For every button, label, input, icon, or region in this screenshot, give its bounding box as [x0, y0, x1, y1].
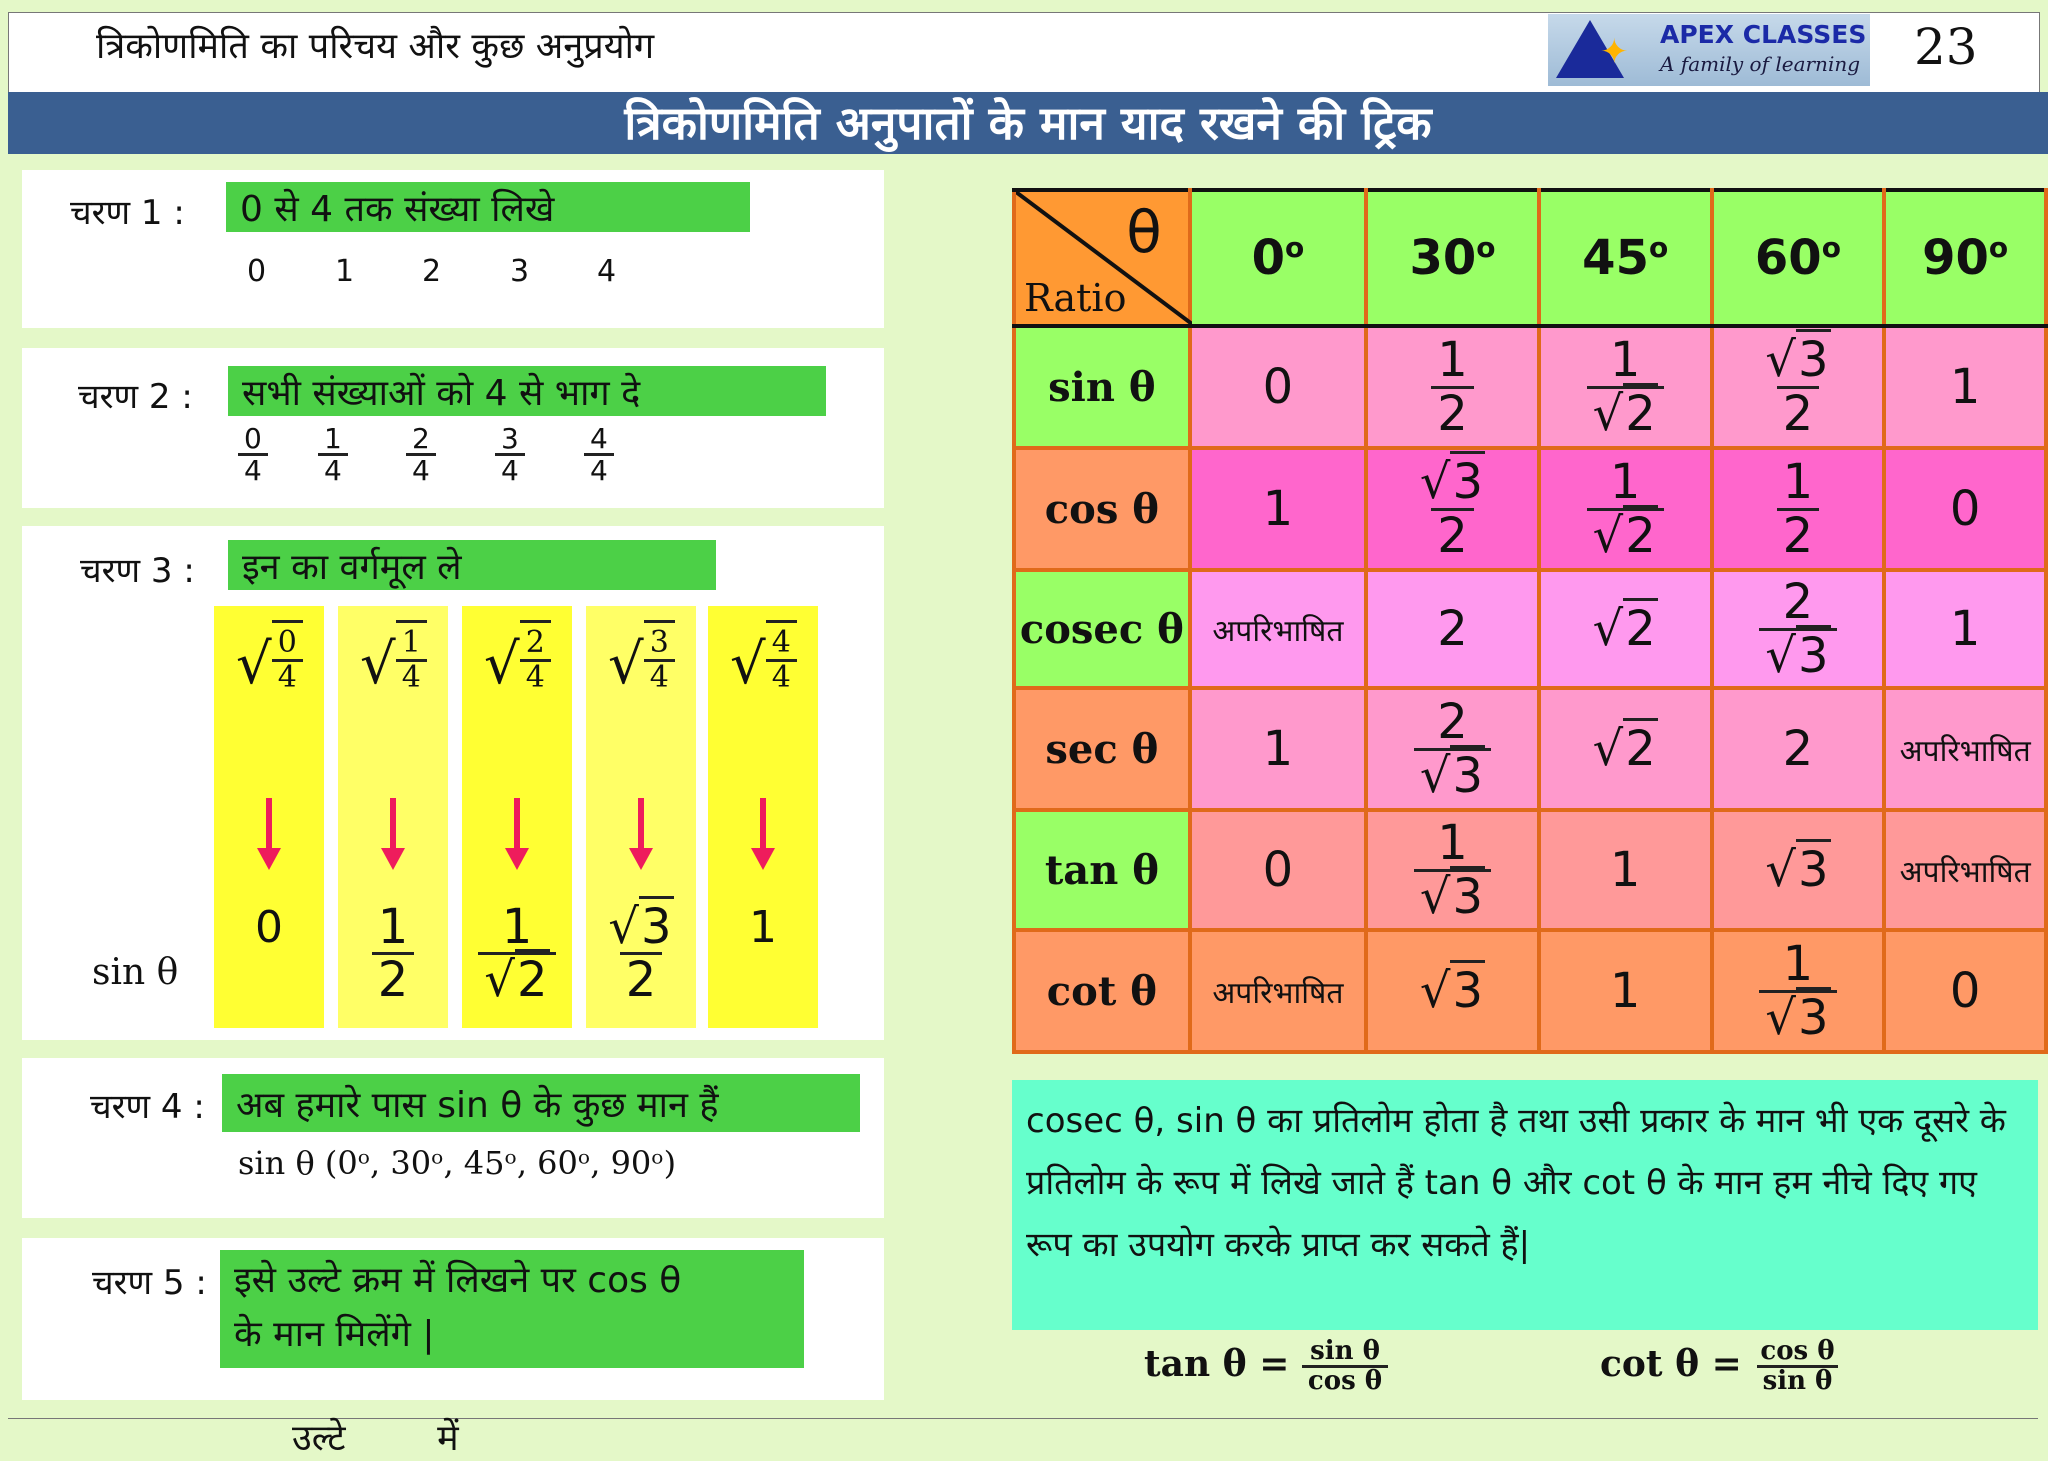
table-row: [1014, 688, 2046, 810]
root-expression: √ $\frac{3}{4}$: [608, 620, 675, 693]
root-column: [708, 606, 818, 1028]
step2-fraction: $\frac{4}{4}$: [584, 424, 614, 486]
sqrt-icon: √: [730, 632, 766, 697]
arrowhead-icon: [257, 848, 281, 870]
fraction: $\frac{√3}{2}$: [1759, 335, 1836, 439]
ratio-value-cell: अपरिभाषित: [1190, 930, 1366, 1052]
ratio-value-cell: अपरिभाषित: [1884, 810, 2046, 930]
ratio-value-cell: 1: [1539, 930, 1712, 1052]
step5-line1: इसे उल्टे क्रम में लिखने पर cos θ: [234, 1260, 682, 1301]
root-expression: √ $\frac{0}{4}$: [236, 620, 303, 693]
fraction: $\frac{1}{2}$: [1777, 457, 1820, 561]
ratio-value-cell: 1: [1190, 688, 1366, 810]
down-arrow-icon: [638, 798, 644, 854]
sqrt-icon: √: [360, 632, 396, 697]
step5-line2: के मान मिलेंगे |: [234, 1314, 435, 1355]
page-title: त्रिकोणमिति अनुपातों के मान याद रखने की ट्रिक: [624, 96, 1432, 150]
step1-number: 0: [247, 254, 267, 289]
ratio-value-cell: [1712, 448, 1885, 570]
table-header-row: [1014, 190, 2046, 326]
table-row: [1014, 570, 2046, 688]
angle-header: 0$^o$: [1190, 190, 1366, 326]
ratio-value-cell: [1712, 930, 1885, 1052]
fraction: $\frac{1}{2}$: [372, 902, 415, 1006]
title-banner: [8, 92, 2048, 154]
logo-star-icon: ✦: [1600, 32, 1629, 72]
step4-instruction: अब हमारे पास sin θ के कुछ मान हैं: [222, 1074, 860, 1132]
table-row: [1014, 810, 2046, 930]
root-column: [338, 606, 448, 1028]
step2-instruction: सभी संख्याओं को 4 से भाग दे: [228, 366, 826, 416]
fraction: $\frac{1}{√2}$: [478, 902, 555, 1006]
ratio-name-cell: tan θ: [1014, 810, 1190, 930]
cot-formula: [1600, 1338, 1841, 1396]
step2-label: चरण 2 :: [78, 377, 193, 417]
step3-label: चरण 3 :: [80, 551, 195, 591]
table-corner-cell: [1014, 190, 1190, 326]
root-result: [338, 899, 448, 1009]
cot-formula-fraction: $\frac{\text{cos θ}}{\text{sin θ}}$: [1754, 1338, 1840, 1396]
fraction: $\frac{1}{√2}$: [1587, 457, 1664, 561]
down-arrow-icon: [760, 798, 766, 854]
corner-theta: θ: [1126, 198, 1162, 266]
step1-label: चरण 1 :: [70, 193, 185, 233]
table-row: [1014, 448, 2046, 570]
tan-formula-fraction: $\frac{\text{sin θ}}{\text{cos θ}}$: [1302, 1338, 1388, 1396]
fraction: $\frac{2}{√3}$: [1759, 577, 1836, 681]
step1-number: 1: [335, 254, 355, 289]
root-result: [462, 899, 572, 1009]
ratio-value-cell: 1: [1884, 326, 2046, 448]
fraction: $\frac{1}{√3}$: [1414, 818, 1491, 922]
arrowhead-icon: [629, 848, 653, 870]
step4-label: चरण 4 :: [90, 1087, 205, 1127]
table-row: [1014, 326, 2046, 448]
ratio-value-cell: 0: [1190, 326, 1366, 448]
step4-sin-values: sin θ (0ᵒ, 30ᵒ, 45ᵒ, 60ᵒ, 90ᵒ): [238, 1144, 677, 1182]
step1-number: 2: [422, 254, 442, 289]
ratio-value-cell: √3: [1712, 810, 1885, 930]
ratio-value-cell: अपरिभाषित: [1190, 570, 1366, 688]
arrowhead-icon: [381, 848, 405, 870]
reciprocal-note: cosec θ, sin θ का प्रतिलोम होता है तथा उसी प्रकार के मान भी एक दूसरे के प्रतिलोम के रूप में लिखे जाते हैं tan θ और cot θ के मान हम नीचे दिए गए रूप का उपयोग करके प्राप्त कर सकते हैं|: [1012, 1080, 2038, 1330]
fraction: $\frac{√3}{2}$: [602, 902, 679, 1006]
sqrt-icon: √: [484, 632, 520, 697]
step3-sin-label: sin θ: [92, 952, 179, 993]
ratio-value-cell: 2: [1366, 570, 1539, 688]
step3-instruction: इन का वर्गमूल ले: [228, 540, 716, 590]
angle-header: 90$^o$: [1884, 190, 2046, 326]
logo-title: APEX CLASSES: [1660, 20, 1867, 49]
ratio-value-cell: [1539, 448, 1712, 570]
ratio-value-cell: 1: [1539, 810, 1712, 930]
step2-fraction: $\frac{0}{4}$: [238, 424, 268, 486]
step5-label: चरण 5 :: [92, 1263, 207, 1303]
fraction: $\frac{1}{√3}$: [1759, 939, 1836, 1043]
down-arrow-icon: [390, 798, 396, 854]
logo-tagline: A family of learning: [1660, 52, 1861, 76]
root-result: [586, 899, 696, 1009]
ratio-value-cell: 2: [1712, 688, 1885, 810]
root-result: 1: [749, 902, 777, 953]
ratio-value-cell: 0: [1190, 810, 1366, 930]
ratio-value-cell: [1366, 688, 1539, 810]
ratio-value-cell: [1539, 326, 1712, 448]
fraction: $\frac{1}{2}$: [1431, 335, 1474, 439]
ratio-value-cell: √2: [1539, 570, 1712, 688]
trig-ratio-table: [1012, 188, 2048, 1054]
step2-fraction: $\frac{3}{4}$: [495, 424, 525, 486]
cut-off-text: उल्टे में: [292, 1418, 459, 1459]
root-expression: √ $\frac{2}{4}$: [484, 620, 551, 693]
table-row: [1014, 930, 2046, 1052]
ratio-value-cell: [1712, 326, 1885, 448]
angle-header: 30$^o$: [1366, 190, 1539, 326]
corner-ratio: Ratio: [1024, 276, 1127, 320]
step2-fraction: $\frac{2}{4}$: [406, 424, 436, 486]
root-column: [462, 606, 572, 1028]
ratio-value-cell: 1: [1884, 570, 2046, 688]
ratio-value-cell: अपरिभाषित: [1884, 688, 2046, 810]
ratio-name-cell: cosec θ: [1014, 570, 1190, 688]
ratio-name-cell: sec θ: [1014, 688, 1190, 810]
ratio-value-cell: [1712, 570, 1885, 688]
arrowhead-icon: [751, 848, 775, 870]
down-arrow-icon: [514, 798, 520, 854]
ratio-name-cell: sin θ: [1014, 326, 1190, 448]
step5-instruction: [220, 1250, 804, 1368]
cot-formula-lhs: cot θ =: [1600, 1342, 1742, 1385]
apex-logo: [1548, 14, 1870, 86]
sqrt-icon: √: [236, 632, 272, 697]
step1-instruction: 0 से 4 तक संख्या लिखे: [226, 182, 750, 232]
angle-header: 45$^o$: [1539, 190, 1712, 326]
fraction: $\frac{1}{√2}$: [1587, 335, 1664, 439]
step2-fraction: $\frac{1}{4}$: [318, 424, 348, 486]
ratio-value-cell: 0: [1884, 448, 2046, 570]
root-result: 0: [255, 902, 283, 953]
ratio-value-cell: [1366, 810, 1539, 930]
page-number: 23: [1914, 18, 1978, 76]
chapter-title: त्रिकोणमिति का परिचय और कुछ अनुप्रयोग: [96, 26, 655, 67]
ratio-name-cell: cos θ: [1014, 448, 1190, 570]
fraction: $\frac{2}{√3}$: [1414, 697, 1491, 801]
tan-formula: [1144, 1338, 1388, 1396]
root-expression: √ $\frac{1}{4}$: [360, 620, 427, 693]
ratio-value-cell: 1: [1190, 448, 1366, 570]
arrowhead-icon: [505, 848, 529, 870]
root-expression: √ $\frac{4}{4}$: [730, 620, 797, 693]
angle-header: 60$^o$: [1712, 190, 1885, 326]
sqrt-icon: √: [608, 632, 644, 697]
root-column: [586, 606, 696, 1028]
step1-number: 4: [597, 254, 617, 289]
ratio-value-cell: [1366, 448, 1539, 570]
ratio-value-cell: 0: [1884, 930, 2046, 1052]
tan-formula-lhs: tan θ =: [1144, 1342, 1290, 1385]
down-arrow-icon: [266, 798, 272, 854]
ratio-value-cell: [1366, 326, 1539, 448]
ratio-name-cell: cot θ: [1014, 930, 1190, 1052]
step1-number: 3: [510, 254, 530, 289]
ratio-value-cell: √3: [1366, 930, 1539, 1052]
ratio-value-cell: √2: [1539, 688, 1712, 810]
root-column: [214, 606, 324, 1028]
fraction: $\frac{√3}{2}$: [1414, 457, 1491, 561]
